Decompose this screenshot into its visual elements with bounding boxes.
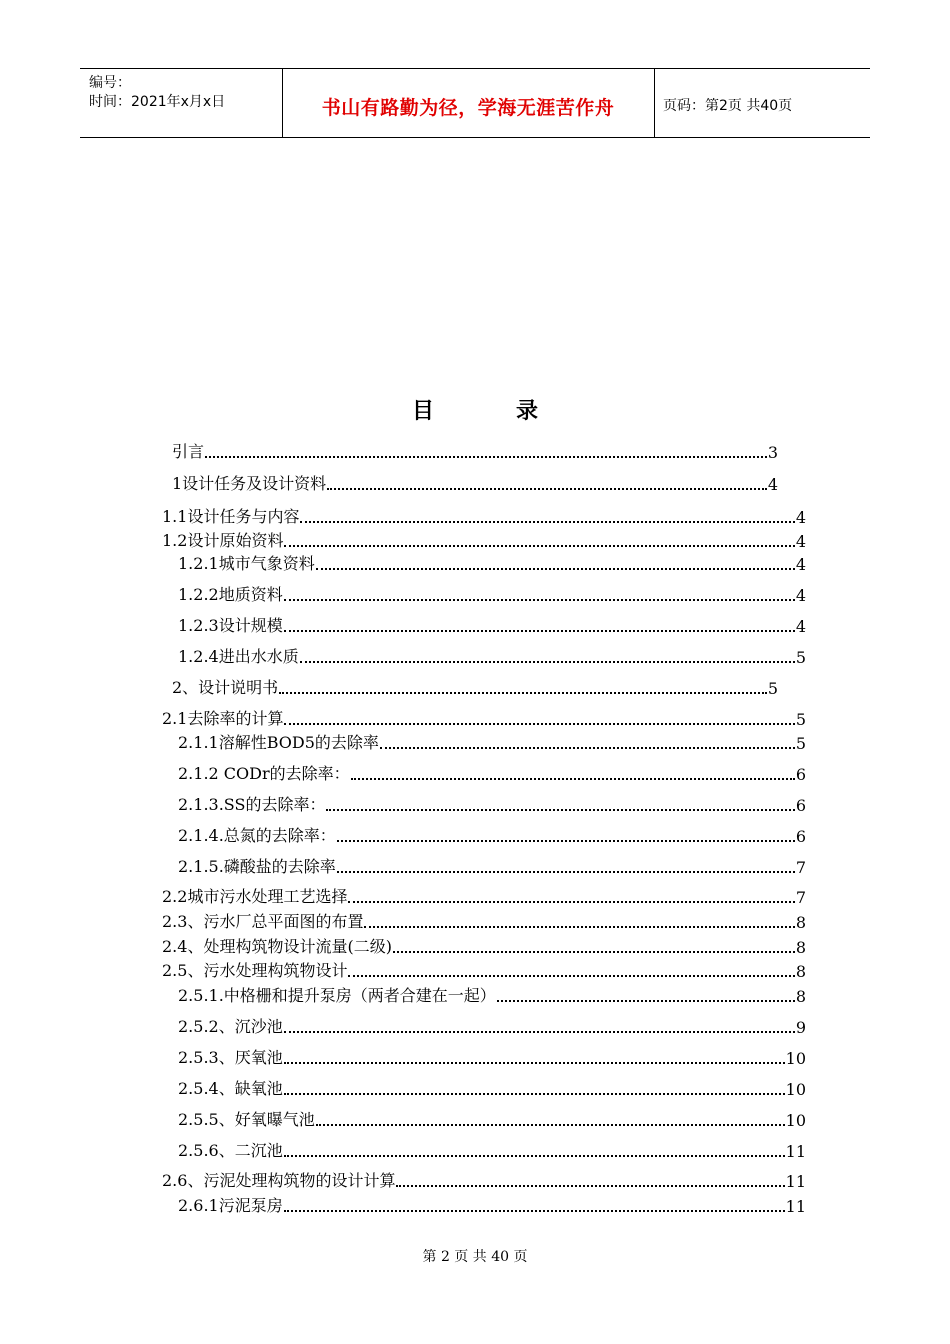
toc-entry-page: 4 [795,555,806,574]
toc-entry-title: 1.2.1城市气象资料 [178,554,315,573]
toc-dot-leader [284,1031,795,1033]
toc-entry-page: 7 [795,888,806,907]
header-page-info: 页码：第2页 共40页 [663,98,793,114]
header-motto: 书山有路勤为径，学海无涯苦作舟 [321,97,615,119]
toc-entry-title: 2.5.2、沉沙池 [178,1017,283,1036]
page-footer: 第 2 页 共 40 页 [422,1249,528,1265]
toc-entry-title: 2.1.2 CODr的去除率： [178,764,350,783]
toc-entry-title: 引言 [172,442,205,461]
toc-entry[interactable] [162,933,806,957]
toc-dot-leader [326,809,794,811]
toc-entry[interactable] [172,470,778,494]
toc-entry-title: 2.5.5、好氧曝气池 [178,1110,315,1129]
toc-entry-page: 4 [795,617,806,636]
header-left-cell [80,69,283,137]
toc-title: 目录 [411,398,620,424]
toc-dot-leader [351,778,795,780]
toc-entry[interactable] [162,957,806,981]
toc-entry-title: 2.1.3.SS的去除率： [178,795,326,814]
toc-entry[interactable] [178,822,806,846]
toc-dot-leader [284,1062,785,1064]
document-number-label: 编号： [89,75,131,91]
toc-entry-page: 3 [767,443,778,462]
toc-entry-page: 10 [785,1080,806,1099]
toc-dot-leader [348,901,794,903]
toc-dot-leader [205,456,767,458]
document-time-label: 时间：2021年x月x日 [89,94,226,110]
toc-entry-page: 5 [795,710,806,729]
toc-entry-page: 6 [795,827,806,846]
toc-entry-title: 2、设计说明书 [172,678,279,697]
toc-entry[interactable] [162,527,806,551]
toc-entry-page: 8 [795,913,806,932]
toc-entry-title: 2.5.3、厌氧池 [178,1048,283,1067]
toc-entry-page: 6 [795,796,806,815]
toc-entry[interactable] [178,729,806,753]
toc-entry-page: 11 [785,1172,806,1191]
toc-entry[interactable] [178,550,806,574]
toc-entry-title: 2.4、处理构筑物设计流量(二级) [162,937,392,956]
toc-entry[interactable] [178,1137,806,1161]
toc-entry[interactable] [178,853,806,877]
toc-entry-page: 6 [795,765,806,784]
toc-entry-page: 4 [795,532,806,551]
toc-entry[interactable] [162,1167,806,1191]
toc-entry-page: 4 [795,508,806,527]
toc-entry-title: 1设计任务及设计资料 [172,474,327,493]
toc-entry-page: 11 [785,1197,806,1216]
toc-entry-page: 8 [795,987,806,1006]
toc-entry-title: 1.2.2地质资料 [178,585,283,604]
toc-entry[interactable] [178,1044,806,1068]
toc-entry[interactable] [162,883,806,907]
toc-dot-leader [284,630,795,632]
toc-dot-leader [337,840,795,842]
toc-entry-title: 2.5.1.中格栅和提升泵房（两者合建在一起） [178,986,496,1005]
toc-entry[interactable] [178,1075,806,1099]
toc-entry-title: 2.3、污水厂总平面图的布置 [162,912,364,931]
toc-entry-title: 1.2.3设计规模 [178,616,283,635]
toc-entry[interactable] [178,760,806,784]
toc-dot-leader [337,871,795,873]
toc-entry-page: 5 [795,734,806,753]
toc-entry-title: 2.6、污泥处理构筑物的设计计算 [162,1171,396,1190]
toc-dot-leader [348,975,794,977]
toc-entry-title: 2.1.1溶解性BOD5的去除率 [178,733,379,752]
toc-dot-leader [284,1093,785,1095]
toc-dot-leader [279,692,767,694]
toc-entry-title: 2.5.4、缺氧池 [178,1079,283,1098]
toc-dot-leader [327,488,767,490]
page-header [80,68,870,138]
header-middle-cell [282,69,655,137]
toc-entry-title: 2.1.4.总氮的去除率： [178,826,336,845]
toc-entry[interactable] [178,612,806,636]
toc-entry-page: 10 [785,1049,806,1068]
toc-entry-title: 2.5.6、二沉池 [178,1141,283,1160]
toc-dot-leader [316,1124,785,1126]
toc-dot-leader [284,1155,785,1157]
toc-entry-page: 4 [767,475,778,494]
toc-dot-leader [497,1000,795,1002]
toc-entry-page: 8 [795,938,806,957]
toc-dot-leader [284,1210,785,1212]
toc-entry-page: 8 [795,962,806,981]
toc-dot-leader [364,926,794,928]
toc-entry[interactable] [162,908,806,932]
toc-entry-page: 10 [785,1111,806,1130]
toc-dot-leader [284,545,794,547]
header-right-cell [655,69,870,137]
toc-entry-title: 1.1设计任务与内容 [162,507,300,526]
toc-entry[interactable] [178,1106,806,1130]
toc-entry-page: 5 [767,679,778,698]
toc-entry[interactable] [178,982,806,1006]
toc-entry-title: 1.2.4进出水水质 [178,647,299,666]
toc-entry-title: 2.1去除率的计算 [162,709,284,728]
toc-dot-leader [300,661,795,663]
toc-dot-leader [284,723,794,725]
toc-entry-title: 2.2城市污水处理工艺选择 [162,887,348,906]
toc-entry-title: 2.5、污水处理构筑物设计 [162,961,348,980]
toc-entry-title: 2.6.1污泥泵房 [178,1196,283,1215]
toc-entry-page: 4 [795,586,806,605]
toc-entry[interactable] [172,438,778,462]
toc-entry[interactable] [178,791,806,815]
toc-dot-leader [300,521,794,523]
toc-entry[interactable] [172,674,778,698]
toc-entry[interactable] [178,1013,806,1037]
toc-entry[interactable] [178,1192,806,1216]
toc-entry[interactable] [162,705,806,729]
toc-entry-title: 2.1.5.磷酸盐的去除率 [178,857,336,876]
toc-entry-page: 9 [795,1018,806,1037]
toc-dot-leader [316,568,795,570]
toc-entry-page: 5 [795,648,806,667]
toc-dot-leader [284,599,795,601]
toc-dot-leader [380,747,795,749]
toc-entry-title: 1.2设计原始资料 [162,531,284,550]
toc-entry-page: 11 [785,1142,806,1161]
toc-entry[interactable] [178,581,806,605]
toc-entry-page: 7 [795,858,806,877]
toc-entry[interactable] [178,643,806,667]
toc-dot-leader [393,951,795,953]
toc-entry[interactable] [162,503,806,527]
toc-dot-leader [396,1185,784,1187]
